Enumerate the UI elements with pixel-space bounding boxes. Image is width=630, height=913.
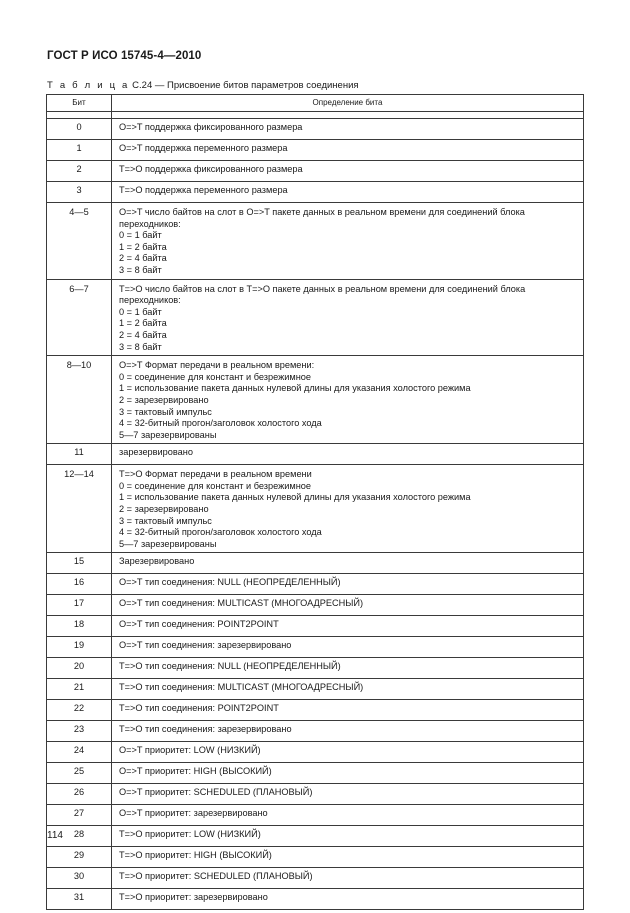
table-row bbox=[47, 465, 584, 553]
definition-line: O=>T тип соединения: MULTICAST (МНОГОАДРЕСНЫЙ) bbox=[119, 598, 364, 609]
definition-line: O=>T тип соединения: POINT2POINT bbox=[119, 619, 279, 630]
definition-line: 3 = тактовый импульс bbox=[119, 406, 212, 417]
table-row bbox=[47, 279, 584, 356]
bit-assignment-table bbox=[46, 94, 584, 910]
definition-cell bbox=[112, 356, 584, 444]
bit-cell: 24 bbox=[47, 742, 112, 763]
definition-line: T=>O приоритет: LOW (НИЗКИЙ) bbox=[119, 829, 261, 840]
definition-cell bbox=[112, 182, 584, 203]
definition-line: 2 = 4 байта bbox=[119, 329, 167, 340]
table-header-row bbox=[47, 95, 584, 112]
definition-line: 2 = зарезервировано bbox=[119, 504, 209, 515]
bit-cell: 21 bbox=[47, 679, 112, 700]
definition-cell bbox=[112, 889, 584, 910]
definition-cell bbox=[112, 465, 584, 553]
definition-cell bbox=[112, 784, 584, 805]
definition-cell bbox=[112, 847, 584, 868]
definition-line: Зарезервировано bbox=[119, 556, 195, 567]
bit-cell: 0 bbox=[47, 119, 112, 140]
bit-cell: 30 bbox=[47, 868, 112, 889]
table-row bbox=[47, 444, 584, 465]
definition-line: 2 = зарезервировано bbox=[119, 394, 209, 405]
table-spacer-row bbox=[47, 112, 584, 119]
table-row bbox=[47, 161, 584, 182]
bit-cell: 11 bbox=[47, 444, 112, 465]
definition-cell bbox=[112, 574, 584, 595]
table-row bbox=[47, 763, 584, 784]
table-row bbox=[47, 679, 584, 700]
definition-line: T=>O тип соединения: зарезервировано bbox=[119, 724, 292, 735]
definition-line: O=>T приоритет: LOW (НИЗКИЙ) bbox=[119, 745, 261, 756]
definition-line: зарезервировано bbox=[119, 447, 193, 458]
definition-cell bbox=[112, 721, 584, 742]
definition-cell bbox=[112, 595, 584, 616]
definition-line: 3 = тактовый импульс bbox=[119, 515, 212, 526]
bit-cell: 15 bbox=[47, 553, 112, 574]
table-row bbox=[47, 700, 584, 721]
bit-cell: 8—10 bbox=[47, 356, 112, 444]
definition-line: 4 = 32-битный прогон/заголовок холостого хода bbox=[119, 418, 322, 429]
definition-cell bbox=[112, 119, 584, 140]
bit-cell: 27 bbox=[47, 805, 112, 826]
bit-cell: 31 bbox=[47, 889, 112, 910]
definition-line: T=>O приоритет: HIGH (ВЫСОКИЙ) bbox=[119, 850, 272, 861]
document-header: ГОСТ Р ИСО 15745-4—2010 bbox=[47, 50, 202, 62]
table-row bbox=[47, 826, 584, 847]
bit-cell: 29 bbox=[47, 847, 112, 868]
bit-cell: 1 bbox=[47, 140, 112, 161]
definition-line: O=>T приоритет: HIGH (ВЫСОКИЙ) bbox=[119, 766, 272, 777]
definition-cell bbox=[112, 616, 584, 637]
definition-line: T=>O приоритет: зарезервировано bbox=[119, 892, 268, 903]
definition-line: O=>T поддержка переменного размера bbox=[119, 143, 288, 153]
bit-cell: 18 bbox=[47, 616, 112, 637]
table-row bbox=[47, 595, 584, 616]
bit-cell: 23 bbox=[47, 721, 112, 742]
definition-line: T=>O приоритет: SCHEDULED (ПЛАНОВЫЙ) bbox=[119, 871, 313, 882]
definition-cell bbox=[112, 679, 584, 700]
table-row bbox=[47, 140, 584, 161]
bit-cell: 20 bbox=[47, 658, 112, 679]
definition-line: 0 = соединение для констант и безрежимное bbox=[119, 371, 312, 382]
definition-line: O=>T тип соединения: NULL (НЕОПРЕДЕЛЕННЫЙ) bbox=[119, 577, 341, 588]
definition-cell bbox=[112, 700, 584, 721]
definition-line: 3 = 8 байт bbox=[119, 264, 162, 275]
page-number: 114 bbox=[47, 830, 63, 841]
definition-line: 1 = 2 байта bbox=[119, 241, 167, 252]
table-row bbox=[47, 356, 584, 444]
table-row bbox=[47, 658, 584, 679]
definition-line: O=>T приоритет: SCHEDULED (ПЛАНОВЫЙ) bbox=[119, 787, 313, 798]
definition-line: 2 = 4 байта bbox=[119, 253, 167, 264]
definition-line: 1 = 2 байта bbox=[119, 318, 167, 329]
bit-cell: 19 bbox=[47, 637, 112, 658]
definition-cell bbox=[112, 763, 584, 784]
bit-cell: 12—14 bbox=[47, 465, 112, 553]
bit-cell: 4—5 bbox=[47, 203, 112, 280]
bit-cell: 28 bbox=[47, 826, 112, 847]
definition-line: T=>O число байтов на слот в T=>O пакете данных в реальном времени для соединений блока переходников: bbox=[119, 283, 526, 306]
definition-line: T=>O поддержка переменного размера bbox=[119, 185, 288, 195]
definition-line: 5—7 зарезервированы bbox=[119, 538, 217, 549]
definition-line: 1 = использование пакета данных нулевой длины для указания холостого режима bbox=[119, 383, 471, 394]
definition-line: 3 = 8 байт bbox=[119, 341, 162, 352]
column-header-definition: Определение бита bbox=[112, 95, 584, 112]
definition-line: 1 = использование пакета данных нулевой длины для указания холостого режима bbox=[119, 492, 471, 503]
table-caption-label: Т а б л и ц а bbox=[47, 80, 130, 91]
definition-line: 0 = 1 байт bbox=[119, 306, 162, 317]
definition-line: T=>O тип соединения: NULL (НЕОПРЕДЕЛЕННЫЙ) bbox=[119, 661, 341, 672]
definition-cell bbox=[112, 553, 584, 574]
table-row bbox=[47, 847, 584, 868]
table-row bbox=[47, 553, 584, 574]
definition-line: O=>T число байтов на слот в O=>T пакете данных в реальном времени для соединений блока переходников: bbox=[119, 207, 525, 229]
definition-cell bbox=[112, 826, 584, 847]
definition-line: T=>O тип соединения: POINT2POINT bbox=[119, 703, 279, 714]
definition-line: O=>T приоритет: зарезервировано bbox=[119, 808, 268, 819]
bit-cell: 3 bbox=[47, 182, 112, 203]
table-row bbox=[47, 574, 584, 595]
definition-cell bbox=[112, 444, 584, 465]
table-row bbox=[47, 742, 584, 763]
table-caption bbox=[47, 80, 359, 91]
column-header-bit: Бит bbox=[47, 95, 112, 112]
table-caption-text: С.24 — Присвоение битов параметров соединения bbox=[129, 80, 359, 91]
table-row bbox=[47, 182, 584, 203]
definition-line: T=>O тип соединения: MULTICAST (МНОГОАДРЕСНЫЙ) bbox=[119, 682, 364, 693]
table-row bbox=[47, 721, 584, 742]
table-row bbox=[47, 637, 584, 658]
definition-cell bbox=[112, 637, 584, 658]
definition-cell bbox=[112, 279, 584, 356]
bit-cell: 17 bbox=[47, 595, 112, 616]
definition-cell bbox=[112, 161, 584, 182]
definition-cell bbox=[112, 203, 584, 280]
definition-line: 4 = 32-битный прогон/заголовок холостого хода bbox=[119, 527, 322, 538]
definition-cell bbox=[112, 658, 584, 679]
definition-line: T=>O Формат передачи в реальном времени bbox=[119, 469, 312, 480]
bit-cell: 16 bbox=[47, 574, 112, 595]
table-row bbox=[47, 784, 584, 805]
bit-cell: 26 bbox=[47, 784, 112, 805]
bit-cell: 25 bbox=[47, 763, 112, 784]
definition-cell bbox=[112, 742, 584, 763]
bit-cell: 22 bbox=[47, 700, 112, 721]
definition-line: O=>T Формат передачи в реальном времени: bbox=[119, 360, 315, 371]
table-row bbox=[47, 868, 584, 889]
definition-line: O=>T тип соединения: зарезервировано bbox=[119, 640, 292, 651]
definition-line: 0 = соединение для констант и безрежимное bbox=[119, 480, 312, 491]
definition-cell bbox=[112, 140, 584, 161]
definition-cell bbox=[112, 868, 584, 889]
table-row bbox=[47, 616, 584, 637]
table-row bbox=[47, 203, 584, 280]
definition-line: T=>O поддержка фиксированного размера bbox=[119, 164, 303, 174]
bit-cell: 2 bbox=[47, 161, 112, 182]
definition-line: 5—7 зарезервированы bbox=[119, 429, 217, 440]
table-row bbox=[47, 889, 584, 910]
definition-line: 0 = 1 байт bbox=[119, 230, 162, 241]
table-row bbox=[47, 119, 584, 140]
table-row bbox=[47, 805, 584, 826]
bit-cell: 6—7 bbox=[47, 279, 112, 356]
definition-line: O=>T поддержка фиксированного размера bbox=[119, 122, 303, 132]
definition-cell bbox=[112, 805, 584, 826]
table-body bbox=[47, 112, 584, 910]
